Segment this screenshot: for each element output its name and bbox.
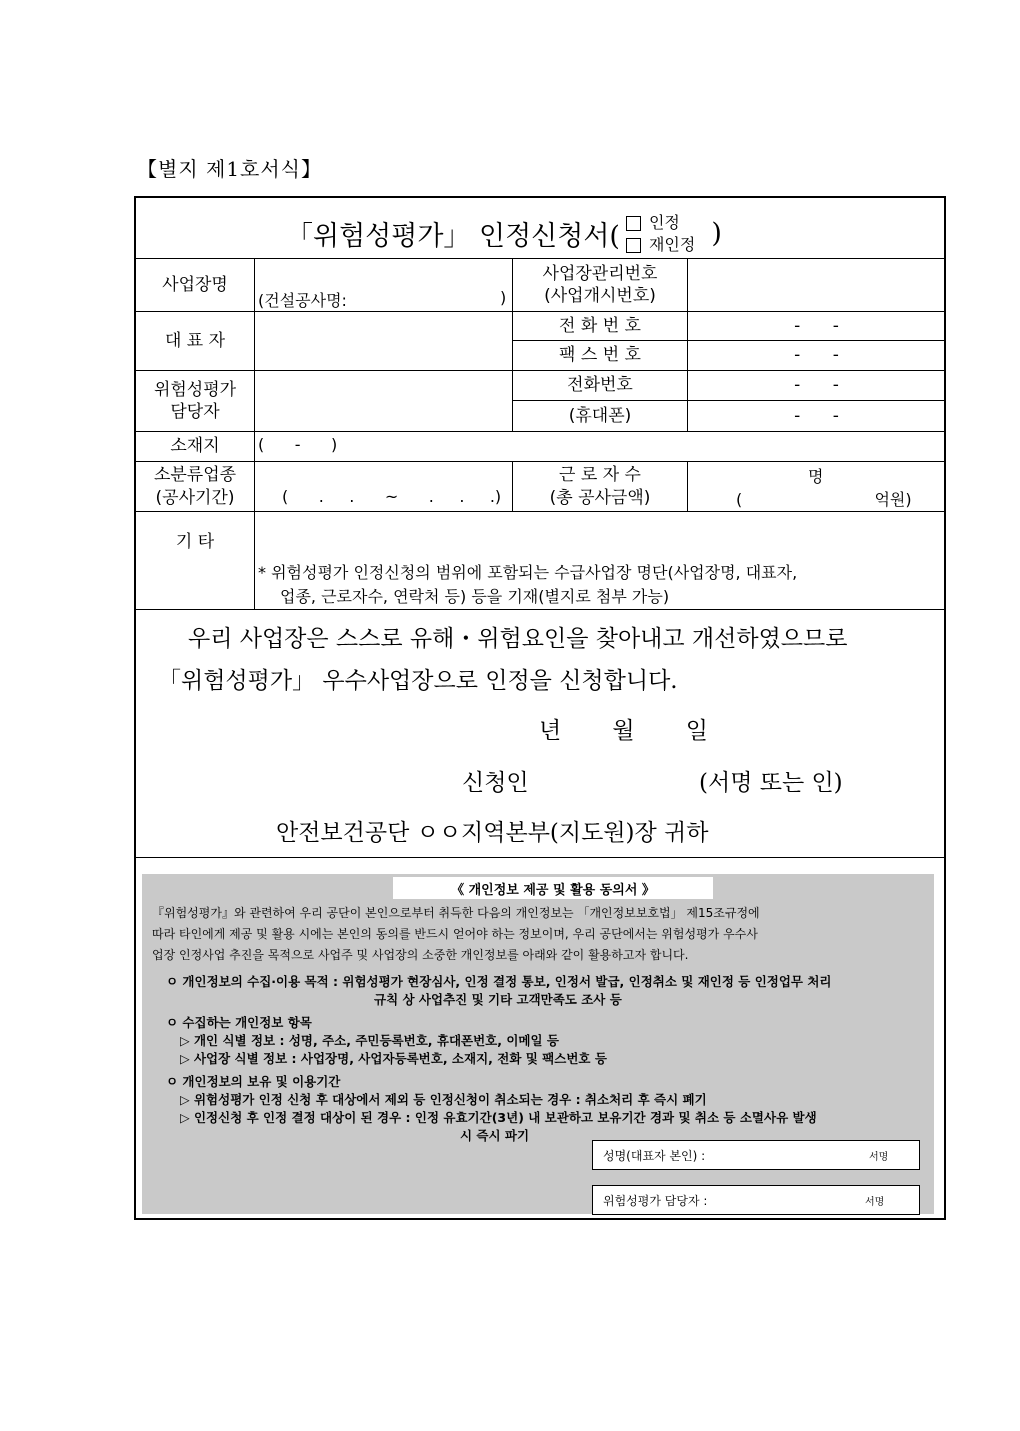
workers-label [513, 462, 687, 511]
privacy-period-line2: ▷ 인정신청 후 인정 결정 대상이 된 경우 : 인정 유효기간(3년) 내 보관하고 보유기간 경과 및 취소 등 소멸사유 발생 [180, 1110, 817, 1125]
privacy-item-workplace: ▷ 사업장 식별 정보 : 사업장명, 사업자등록번호, 소재지, 전화 및 팩스번호 등 [180, 1051, 607, 1066]
declaration-line2: 「위험성평가」 우수사업장으로 인정을 신청합니다. [158, 668, 678, 694]
signature-representative-mark: 서명 [869, 1151, 889, 1163]
workplace-name-label: 사업장명 [162, 274, 228, 295]
privacy-intro-line2: 따라 타인에게 제공 및 활용 시에는 본인의 동의를 반드시 얻어야 하는 정보이며, 우리 공단에서는 위험성평가 우수사 [152, 927, 758, 941]
amount-field[interactable]: ( 억원) [736, 490, 912, 509]
industry-label [136, 462, 254, 511]
privacy-consent-box [142, 874, 934, 1214]
representative-label: 대 표 자 [164, 330, 226, 351]
checkbox-re-recognition[interactable] [626, 238, 641, 253]
form-title-close: ) [711, 218, 722, 250]
fax-field[interactable]: - - [794, 345, 839, 366]
signature-representative-label: 성명(대표자 본인) : [603, 1148, 706, 1163]
manager-label-line2: 담당자 [170, 402, 220, 422]
construction-name-close: ) [500, 288, 507, 307]
manager-mobile-field[interactable]: - - [794, 405, 839, 426]
option-recognition: 인정 [648, 213, 680, 232]
location-label: 소재지 [170, 436, 220, 457]
workers-label-line2: (총 공사금액) [549, 487, 651, 508]
phone-field[interactable]: - - [794, 315, 839, 336]
workplace-name-field[interactable] [255, 259, 511, 311]
signature-label: (서명 또는 인) [699, 770, 843, 796]
privacy-purpose-line1: ㅇ 개인정보의 수집·이용 목적 : 위험성평가 현장심사, 인정 결정 통보, 인정서 발급, 인정취소 및 재인정 등 인정업무 처리 [166, 974, 832, 989]
privacy-period-title: ㅇ 개인정보의 보유 및 이용기간 [166, 1074, 341, 1089]
checkbox-recognition[interactable] [626, 216, 641, 231]
mgmt-no-label-line1: 사업장관리번호 [542, 263, 658, 284]
declaration-date[interactable]: 년 월 일 [539, 718, 709, 744]
manager-phone-field[interactable]: - - [794, 375, 839, 396]
privacy-item-personal: ▷ 개인 식별 정보 : 성명, 주소, 주민등록번호, 휴대폰번호, 이메일 등 [180, 1033, 560, 1048]
industry-label-line2: (공사기간) [155, 487, 235, 508]
privacy-items-title: ㅇ 수집하는 개인정보 항목 [166, 1015, 312, 1030]
privacy-intro-line3: 업장 인정사업 추진을 목적으로 사업주 및 사업장의 소중한 개인정보를 아래와 같이 활용하고자 합니다. [152, 948, 689, 962]
other-note-line2: 업종, 근로자수, 연락처 등) 등을 기재(별지로 첨부 가능) [280, 587, 670, 606]
other-note-line1: * 위험성평가 인정신청의 범위에 포함되는 수급사업장 명단(사업장명, 대표자, [258, 563, 798, 582]
privacy-purpose-line2: 규칙 상 사업추진 및 기타 고객만족도 조사 등 [374, 992, 622, 1007]
manager-field[interactable] [255, 371, 511, 431]
industry-label-line1: 소분류업종 [153, 465, 237, 486]
signature-box-manager[interactable] [592, 1185, 920, 1215]
privacy-intro-line1: 『위험성평가』와 관련하여 우리 공단이 본인으로부터 취득한 다음의 개인정보는 「개인정보보호법」 제15조규정에 [152, 906, 760, 920]
mgmt-no-label [513, 259, 687, 311]
addressee: 안전보건공단 ㅇㅇ지역본부(지도원)장 귀하 [276, 820, 709, 846]
application-form [134, 196, 946, 1220]
manager-label [136, 371, 254, 431]
form-title-text: 「위험성평가」 인정신청서( [286, 221, 620, 253]
manager-phone-label: 전화번호 [567, 375, 633, 396]
representative-field[interactable] [255, 312, 511, 370]
privacy-period-line3: 시 즉시 파기 [460, 1128, 530, 1143]
mgmt-no-field[interactable] [688, 259, 945, 311]
workers-label-line1: 근 로 자 수 [559, 465, 641, 486]
signature-box-representative[interactable] [592, 1140, 920, 1170]
signature-manager-mark: 서명 [865, 1196, 885, 1208]
privacy-title: 《 개인정보 제공 및 활용 동의서 》 [393, 877, 713, 899]
manager-mobile-label: (휴대폰) [568, 405, 632, 426]
applicant-label: 신청인 [462, 770, 529, 796]
manager-label-line1: 위험성평가 [153, 379, 237, 400]
privacy-period-line1: ▷ 위험성평가 인정 신청 후 대상에서 제외 등 인정신청이 취소되는 경우 : 취소처리 후 즉시 폐기 [180, 1092, 707, 1107]
other-label: 기 타 [175, 531, 215, 552]
form-title [286, 212, 722, 255]
phone-label: 전 화 번 호 [559, 315, 641, 336]
fax-label: 팩 스 번 호 [559, 345, 641, 366]
construction-name-label: (건설공사명: [258, 291, 347, 310]
period-field[interactable]: ( . . ~ . . .) [282, 487, 502, 506]
signature-manager-label: 위험성평가 담당자 : [603, 1193, 708, 1208]
mgmt-no-label-line2: (사업개시번호) [544, 286, 656, 306]
option-re-recognition: 재인정 [648, 234, 696, 254]
declaration-line1: 우리 사업장은 스스로 유해・위험요인을 찾아내고 개선하였으므로 [188, 626, 848, 652]
form-number-label: 【별지 제1호서식】 [137, 157, 323, 181]
workers-unit: 명 [808, 467, 824, 486]
location-field[interactable]: ( - ) [258, 435, 338, 454]
